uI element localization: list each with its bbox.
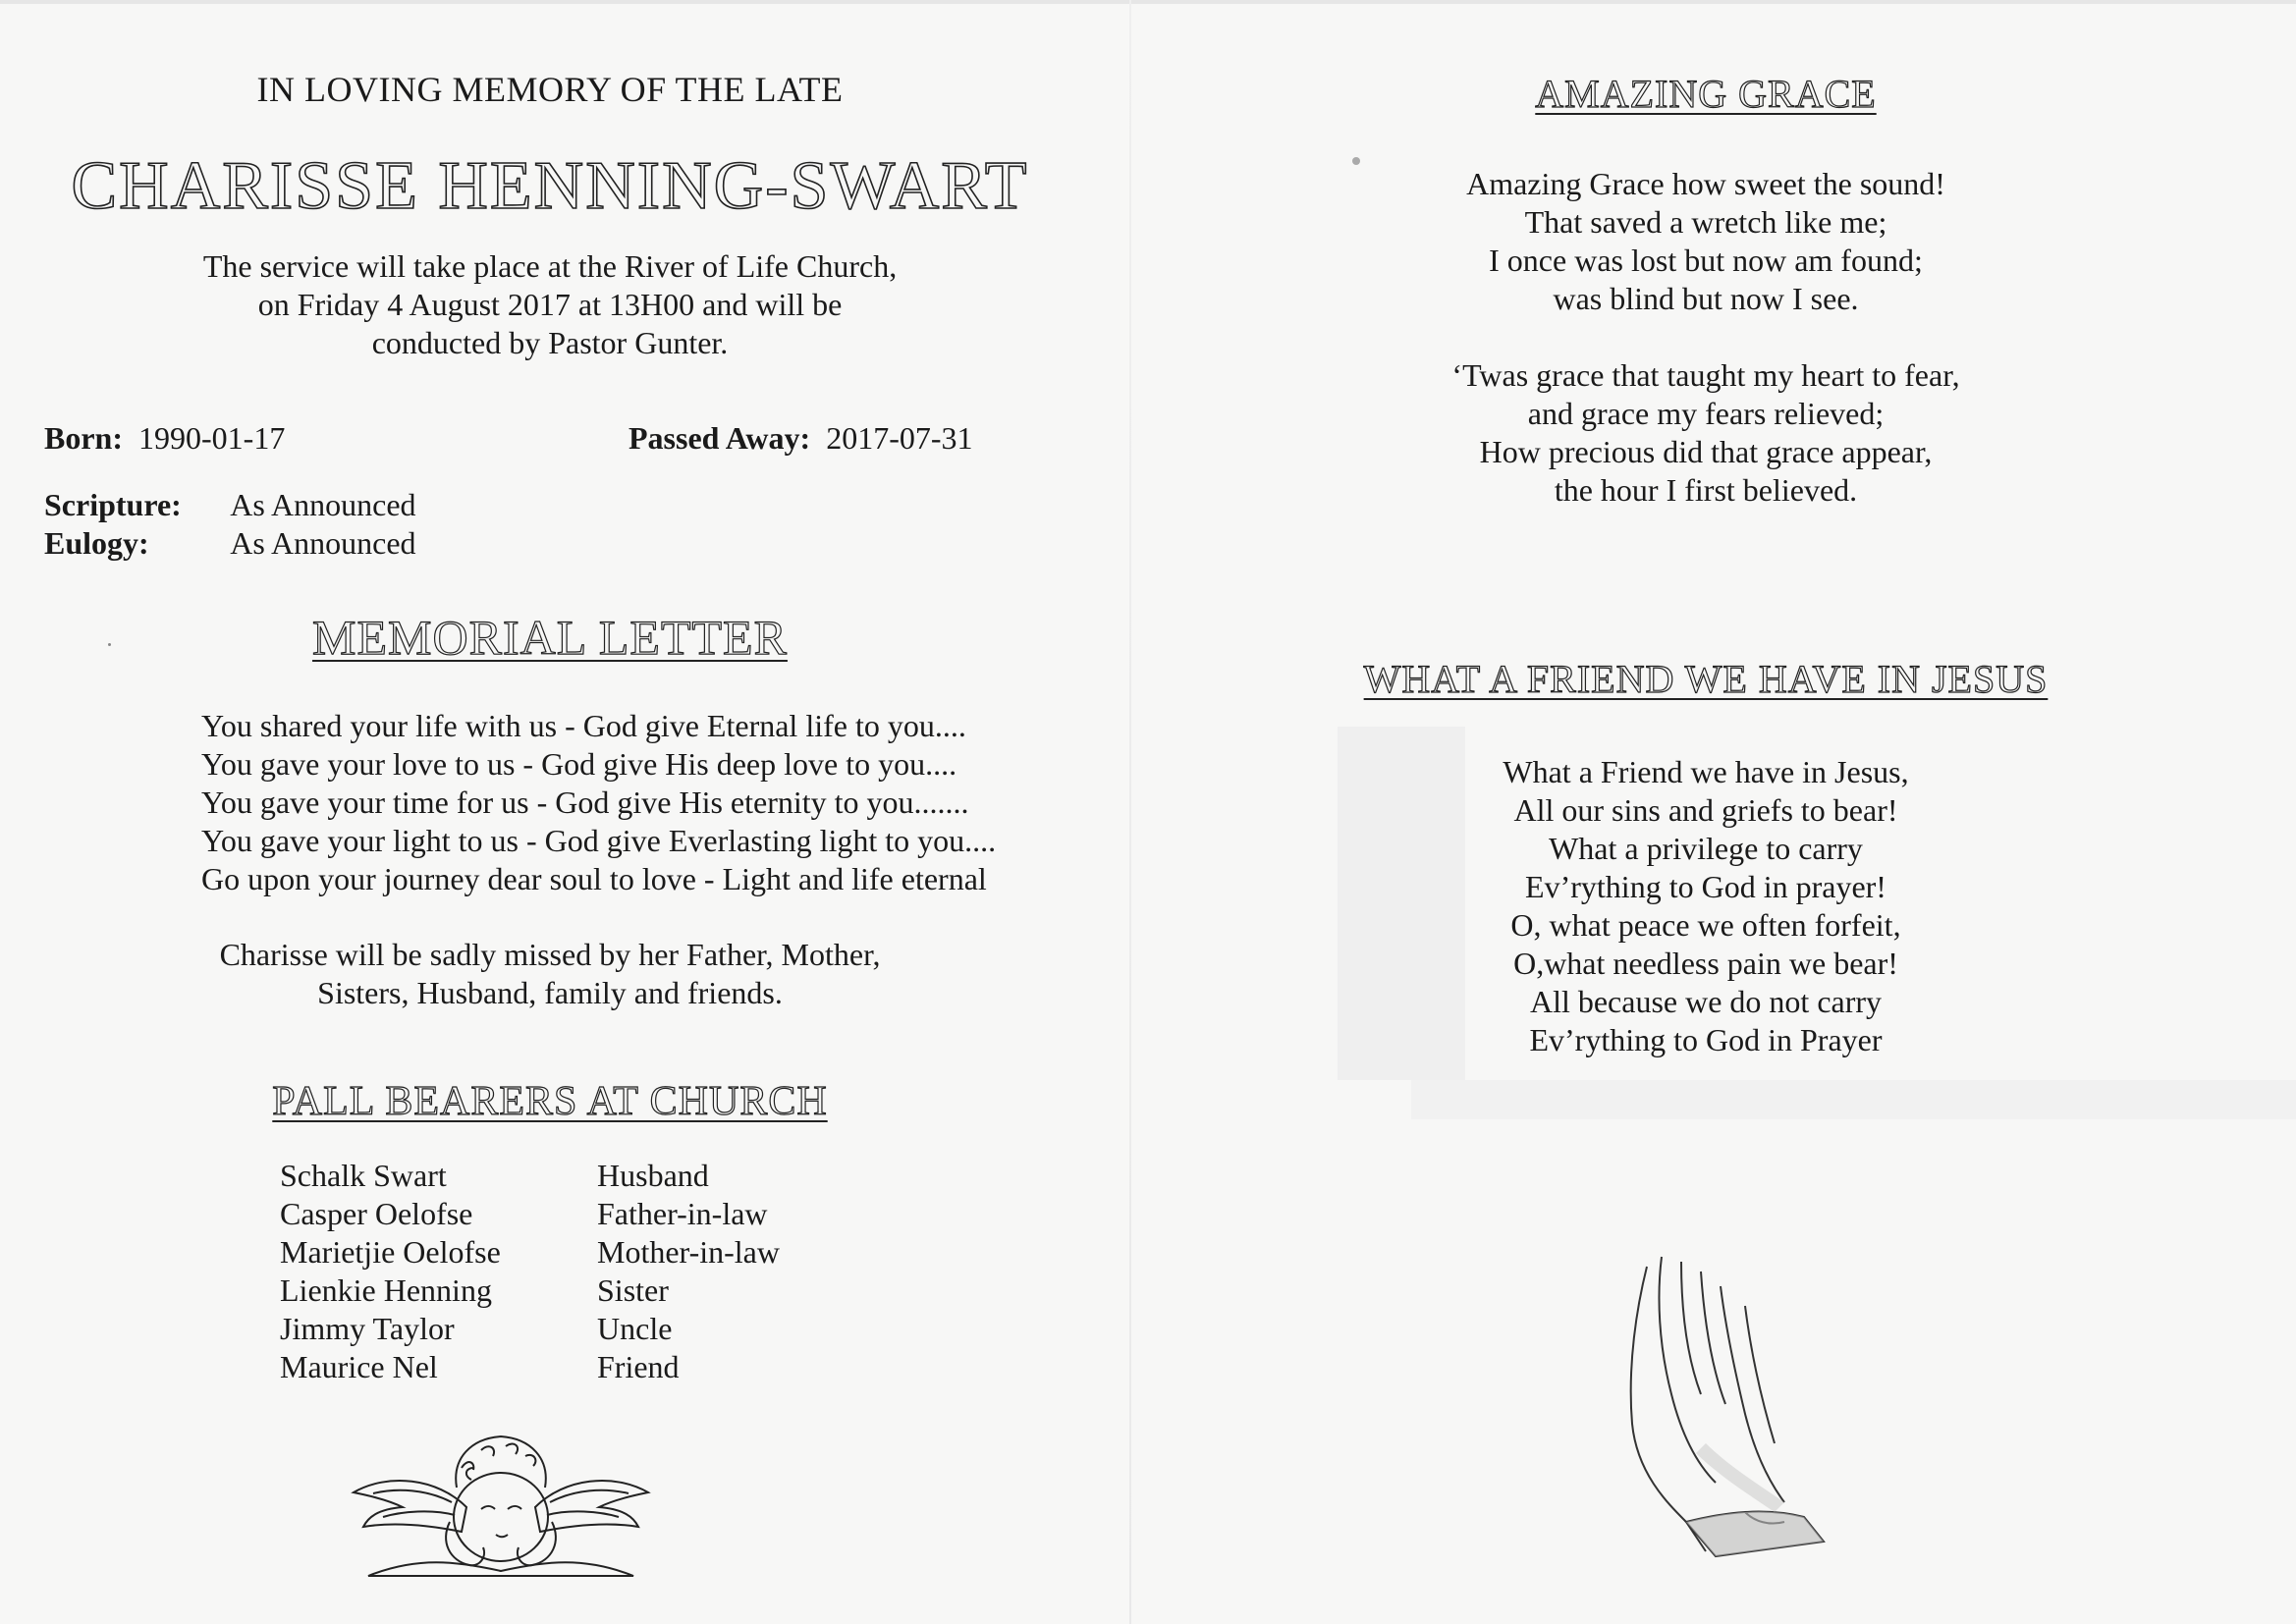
praying-hands-icon [1588,1247,1843,1561]
deceased-name: CHARISSE HENNING-SWART [71,148,1029,224]
right-page [1131,0,2296,1624]
eulogy-row [44,525,416,562]
letter-line: You gave your love to us - God give His deep love to you.... [201,746,957,782]
pall-bearers-heading-text: PALL BEARERS AT CHURCH [272,1079,828,1124]
bearer-relation: Uncle [597,1311,673,1346]
service-line: The service will take place at the River of Life Church, [202,248,898,284]
service-details [0,247,1100,362]
bearer-name: Jimmy Taylor [280,1311,455,1346]
list-item [280,1310,780,1348]
letter-line: You shared your life with us - God give Eternal life to you.... [201,708,966,743]
memorial-letter-heading-text: MEMORIAL LETTER [312,610,788,665]
hymn-line: Amazing Grace how sweet the sound! [1466,166,1945,201]
passed-away-row [629,420,973,457]
hymn-line: was blind but now I see. [1553,281,1859,316]
hymn-line: Ev’rything to God in Prayer [1529,1022,1883,1057]
bearer-relation: Husband [597,1158,709,1193]
list-item [280,1157,780,1195]
bearer-relation: Mother-in-law [597,1234,780,1270]
missed-line: Charisse will be sadly missed by her Father, Mother, [219,937,881,972]
hymn-line: All our sins and griefs to bear! [1513,792,1898,828]
eulogy-value: As Announced [230,525,416,561]
hymn-line: What a Friend we have in Jesus, [1503,754,1909,789]
intro-line: IN LOVING MEMORY OF THE LATE [256,70,844,109]
service-line: conducted by Pastor Gunter. [371,325,729,360]
service-line: on Friday 4 August 2017 at 13H00 and will be [257,287,843,322]
hymn-line: the hour I first believed. [1554,472,1858,508]
scripture-value: As Announced [230,487,416,522]
bearer-name: Lienkie Henning [280,1272,492,1308]
hymn-line: O, what peace we often forfeit, [1510,907,1901,943]
hymn-line: ‘Twas grace that taught my heart to fear, [1451,357,1960,393]
grace-verse-1 [1131,165,2280,318]
hymn-line: All because we do not carry [1529,984,1883,1019]
list-item [280,1233,780,1272]
bearer-name: Maurice Nel [280,1349,438,1384]
bearer-relation: Father-in-law [597,1196,768,1231]
paper-speck [1352,157,1360,165]
passed-away-value: 2017-07-31 [826,420,973,456]
left-page [0,0,1129,1624]
letter-line: You gave your time for us - God give His eternity to you....... [201,785,969,820]
friend-heading [1131,656,2280,702]
grace-verse-2 [1131,356,2280,510]
pall-bearers-list [280,1157,780,1386]
born-label: Born: [44,420,123,456]
bearer-relation: Friend [597,1349,680,1384]
memorial-letter [201,707,996,898]
hymn-line: How precious did that grace appear, [1479,434,1933,469]
letter-line: Go upon your journey dear soul to love - Light and life eternal [201,861,987,896]
list-item [280,1195,780,1233]
paper-speck [108,643,111,646]
friend-heading-text: WHAT A FRIEND WE HAVE IN JESUS [1363,657,2049,701]
scripture-row [44,487,416,523]
friend-hymn [1131,753,2280,1059]
bearer-name: Schalk Swart [280,1158,447,1193]
born-value: 1990-01-17 [138,420,286,456]
bearer-name: Casper Oelofse [280,1196,473,1231]
amazing-grace-heading-text: AMAZING GRACE [1535,72,1877,116]
list-item [280,1348,780,1386]
born-row [44,420,285,457]
hymn-line: and grace my fears relieved; [1527,396,1885,431]
list-item [280,1272,780,1310]
letter-line: You gave your light to us - God give Everlasting light to you.... [201,823,997,858]
hymn-line: What a privilege to carry [1549,831,1863,866]
passed-away-label: Passed Away: [629,420,811,456]
hymn-line: Ev’rything to God in prayer! [1525,869,1886,904]
missed-by [0,936,1100,1012]
missed-line: Sisters, Husband, family and friends. [317,975,783,1010]
memorial-letter-heading [0,609,1100,666]
faded-image-shade [1411,1080,2296,1119]
hymn-line: I once was lost but now am found; [1489,243,1923,278]
bearer-name: Marietjie Oelofse [280,1234,501,1270]
hymn-line: O,what needless pain we bear! [1513,946,1898,981]
hymn-line: That saved a wretch like me; [1524,204,1887,240]
amazing-grace-heading [1131,71,2280,117]
scripture-label: Scripture: [44,487,182,522]
pall-bearers-heading [0,1078,1100,1125]
bearer-relation: Sister [597,1272,669,1308]
cherub-icon [349,1429,653,1586]
eulogy-label: Eulogy: [44,525,149,561]
